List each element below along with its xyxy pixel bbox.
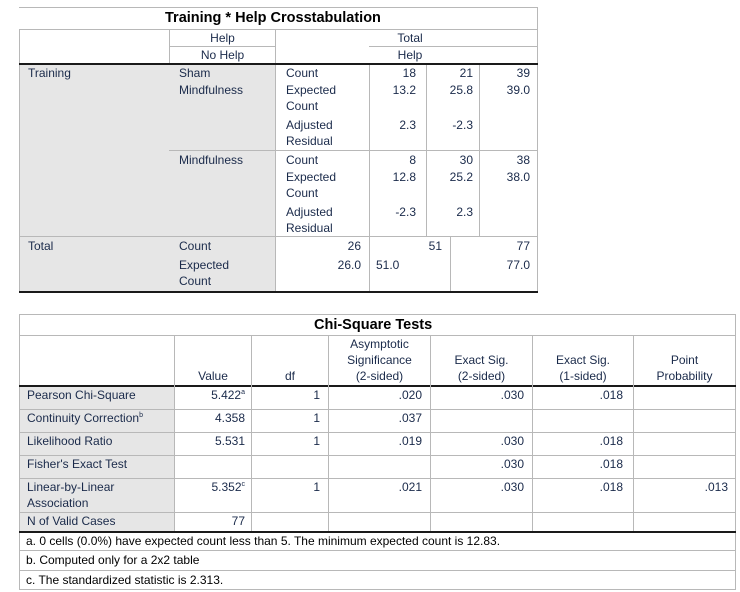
- stat-label: Count: [286, 153, 319, 167]
- cell: .020: [398, 388, 422, 402]
- row-var-training: Training: [28, 66, 71, 80]
- group-label: Sham: [179, 66, 211, 80]
- cell: 1: [313, 388, 320, 402]
- crosstab-title: Training * Help Crosstabulation: [165, 10, 381, 26]
- stat-label: Expected: [179, 258, 230, 272]
- cell: 25.8: [449, 83, 473, 97]
- group-label: Mindfulness: [179, 153, 244, 167]
- cell: .030: [500, 388, 524, 402]
- row-label: Fisher's Exact Test: [27, 457, 128, 471]
- cell: .019: [398, 434, 422, 448]
- stat-label: Residual: [286, 134, 333, 148]
- col-point-prob: Probability: [656, 369, 713, 383]
- cell: 77.0: [506, 258, 530, 272]
- cell: .018: [599, 457, 623, 471]
- row-label: Linear-by-Linear: [27, 480, 115, 494]
- stat-label: Count: [286, 66, 319, 80]
- cell: 25.2: [449, 170, 473, 184]
- cell: 4.358: [214, 411, 245, 425]
- cell: .030: [500, 434, 524, 448]
- cell: 12.8: [392, 170, 416, 184]
- cell: .018: [599, 434, 623, 448]
- stat-label: Count: [286, 99, 319, 113]
- col-point-prob: Point: [670, 353, 699, 367]
- cell: 51.0: [376, 258, 400, 272]
- cell: .030: [500, 480, 524, 494]
- group-label: Mindfulness: [179, 83, 244, 97]
- row-label: Pearson Chi-Square: [27, 388, 136, 402]
- col-asymp: Significance: [347, 353, 412, 367]
- cell: 8: [409, 153, 416, 167]
- col-exact-1sided: (1-sided): [559, 369, 607, 383]
- col-exact-2sided: Exact Sig.: [454, 353, 509, 367]
- row-label: Association: [27, 496, 89, 510]
- cell: 51: [428, 239, 442, 253]
- cell: 1: [313, 411, 320, 425]
- cell: 2.3: [456, 205, 473, 219]
- cell: 77: [231, 514, 245, 528]
- stat-label: Expected: [286, 170, 337, 184]
- col-asymp: Asymptotic: [350, 337, 409, 351]
- col-asymp: (2-sided): [355, 369, 404, 383]
- cell: .018: [599, 388, 623, 402]
- cell: 5.422$^a$: [211, 388, 245, 402]
- col-exact-2sided: (2-sided): [457, 369, 506, 383]
- cell: .013: [704, 480, 728, 494]
- cell: .037: [398, 411, 422, 425]
- cell: 38: [516, 153, 530, 167]
- cell: 18: [402, 66, 416, 80]
- col-df: df: [284, 369, 295, 383]
- row-label: N of Valid Cases: [27, 514, 116, 528]
- col-total-help: Help: [397, 48, 423, 62]
- cell: -2.3: [452, 118, 473, 132]
- cell: 5.531: [214, 434, 245, 448]
- row-label: Continuity Correction$^b$: [27, 411, 143, 425]
- cell: 13.2: [392, 83, 416, 97]
- cell: 26.0: [337, 258, 361, 272]
- stat-label: Residual: [286, 221, 333, 235]
- cell: .021: [398, 480, 422, 494]
- footnote: a. 0 cells (0.0%) have expected count less than 5. The minimum expected count is 12.83.: [26, 534, 501, 548]
- stat-label: Adjusted: [286, 118, 333, 132]
- cell: .018: [599, 480, 623, 494]
- cell: 21: [459, 66, 473, 80]
- stat-label: Count: [286, 186, 319, 200]
- total-label: Total: [28, 239, 54, 253]
- cell: 26: [347, 239, 361, 253]
- cell: 77: [516, 239, 530, 253]
- chisq-title: Chi-Square Tests: [314, 317, 433, 333]
- stat-label: Adjusted: [286, 205, 333, 219]
- stat-label: Expected: [286, 83, 337, 97]
- cell: 38.0: [506, 170, 530, 184]
- col-value: Value: [198, 369, 228, 383]
- footnote: b. Computed only for a 2x2 table: [26, 553, 200, 567]
- col-no-help: No Help: [200, 48, 245, 62]
- stat-label: Count: [179, 274, 212, 288]
- stat-label: Count: [179, 239, 212, 253]
- cell: 39.0: [506, 83, 530, 97]
- col-total: Total: [397, 31, 423, 45]
- cell: 30: [459, 153, 473, 167]
- cell: 5.352$^c$: [211, 480, 245, 494]
- col-exact-1sided: Exact Sig.: [555, 353, 611, 367]
- cell: 2.3: [399, 118, 416, 132]
- col-var-help: Help: [210, 31, 235, 45]
- cell: -2.3: [395, 205, 416, 219]
- total-label-area: [19, 237, 275, 291]
- row-label: Likelihood Ratio: [27, 434, 113, 448]
- cell: .030: [500, 457, 524, 471]
- footnote: c. The standardized statistic is 2.313.: [26, 573, 224, 587]
- cell: 1: [313, 434, 320, 448]
- cell: 39: [516, 66, 530, 80]
- cell: 1: [313, 480, 320, 494]
